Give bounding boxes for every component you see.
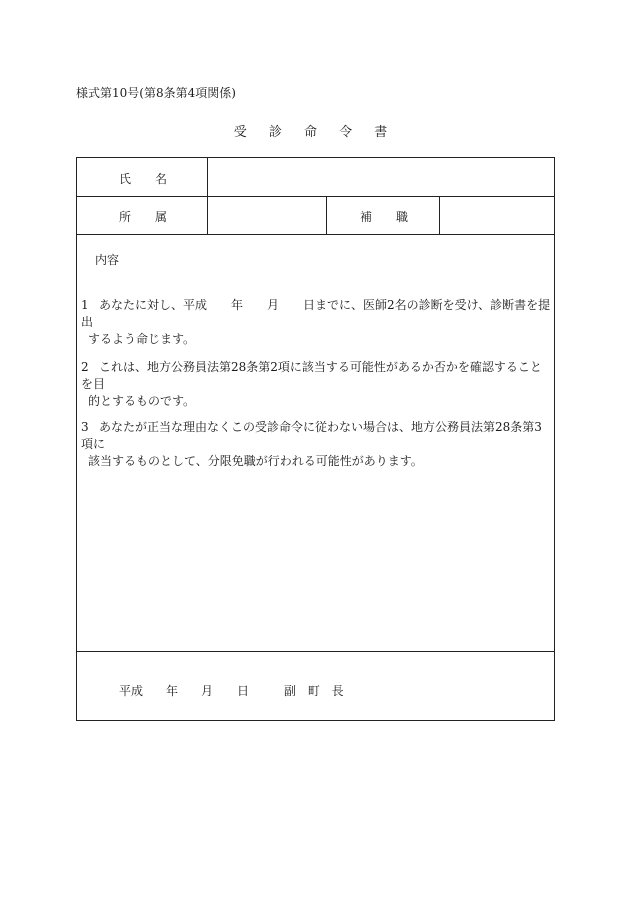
name-label: 氏 名 [119, 172, 168, 186]
position-label: 補 職 [360, 210, 409, 224]
item-text-continued: するよう命じます。 [88, 332, 196, 346]
footer-year: 年 [166, 684, 179, 698]
affiliation-label: 所 属 [119, 210, 168, 224]
item-text: これは、地方公務員法第28条第2項に該当する可能性があるか否かを確認することを目 [81, 360, 542, 391]
item-text: あなたに対し、平成 年 月 日までに、医師2名の診断を受け、診断書を提出 [81, 298, 551, 329]
item-number: 3 [81, 420, 89, 434]
signer-title: 副 町 長 [284, 684, 348, 698]
item-2 [81, 359, 551, 410]
name-field[interactable] [208, 159, 554, 195]
footer-day: 日 [237, 684, 250, 698]
footer-month: 月 [201, 684, 214, 698]
row-divider [77, 651, 554, 652]
footer-era: 平成 [119, 684, 144, 698]
item-3 [81, 419, 551, 470]
item-number: 1 [81, 298, 89, 312]
item-number: 2 [81, 360, 89, 374]
column-divider [326, 196, 327, 234]
item-1 [81, 297, 551, 348]
position-field[interactable] [440, 197, 554, 233]
item-text-continued: 的とするものです。 [88, 394, 196, 408]
affiliation-field[interactable] [208, 197, 325, 233]
item-text: あなたが正当な理由なくこの受診命令に従わない場合は、地方公務員法第28条第3項に [81, 420, 542, 451]
form-table [76, 157, 555, 721]
form-reference: 様式第10号(第8条第4項関係) [76, 86, 236, 100]
content-label: 内容 [95, 253, 120, 267]
document-title: 受 診 命 令 書 [233, 125, 397, 140]
item-text-continued: 該当するものとして、分限免職が行われる可能性があります。 [88, 454, 423, 468]
row-divider [77, 234, 554, 235]
